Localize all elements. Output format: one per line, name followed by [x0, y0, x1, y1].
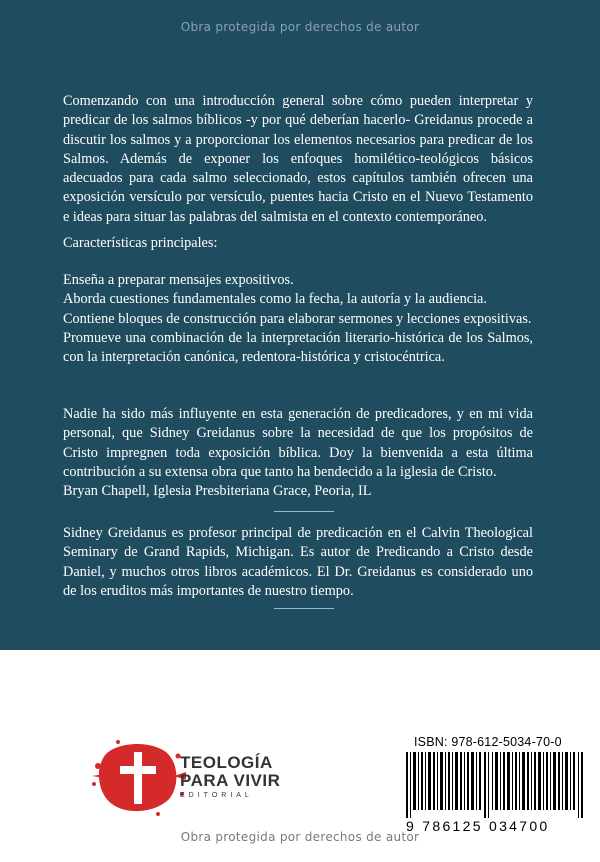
publisher-name: [180, 754, 280, 799]
features-list: [63, 271, 533, 367]
quote-author: Bryan Chapell, Iglesia Presbiteriana Grace, Peoria, IL: [63, 483, 372, 500]
intro-paragraph: [63, 92, 533, 227]
watermark-top: Obra protegida por derechos de autor: [180, 20, 420, 34]
intro-text: Comenzando con una introducción general sobre cómo pueden interpretar y predicar de los salmos bíblicos -y por qué deberían hacerlo- Greidanus procede a discutir los salmos y a proporcionar los elementos necesarios para predicar de los Salmos. Además de exponer los enfoques homilético-teológicos básicos adecuados para cada salmo seleccionado, estos capítulos también ofrecen una exposición versículo por versículo, puentes hacia Cristo en el Nuevo Testamento e ideas para situar las palabras del salmista en el contexto contemporáneo.: [63, 93, 533, 225]
divider: [274, 608, 334, 609]
feature-item: Promueve una combinación de la interpretación literario-histórica de los Salmos, con la interpretación canónica, redentora-histórica y cristocéntrica.: [63, 329, 533, 366]
feature-item: Contiene bloques de construcción para elaborar sermones y lecciones expositivas.: [63, 310, 532, 327]
feature-item: Enseña a preparar mensajes expositivos.: [63, 272, 294, 288]
feature-item: Aborda cuestiones fundamentales como la fecha, la autoría y la audiencia.: [63, 291, 487, 308]
endorsement-quote: [63, 405, 533, 501]
isbn-label: ISBN: 978-612-5034-70-0: [414, 735, 562, 749]
publisher-line1: TEOLOGÍA: [180, 753, 273, 772]
watermark-bottom: Obra protegida por derechos de autor: [180, 830, 420, 844]
barcode-number: 9 786125 034700: [406, 818, 550, 834]
publisher-line3: EDITORIAL: [180, 792, 253, 799]
publisher-line2: PARA VIVIR: [180, 771, 281, 790]
features-title: Características principales:: [63, 235, 218, 251]
divider: [274, 511, 334, 512]
author-bio-text: Sidney Greidanus es profesor principal de predicación en el Calvin Theological Seminary de Grand Rapids, Michigan. Es autor de Predicando a Cristo desde Daniel, y muchos otros libros académicos. El Dr. Greidanus es considerado uno de los eruditos más importantes de nuestro tiempo.: [63, 525, 533, 599]
barcode-icon: [406, 752, 586, 818]
quote-text: Nadie ha sido más influyente en esta generación de predicadores, y en mi vida personal, que Sidney Greidanus sobre la necesidad de que los propósitos de Cristo impregnen toda exposición bíblica. Doy la bienvenida a esta última contribución a su extensa obra que tanto ha bendecido a la iglesia de Cristo.: [63, 406, 533, 480]
author-bio: [63, 524, 533, 601]
